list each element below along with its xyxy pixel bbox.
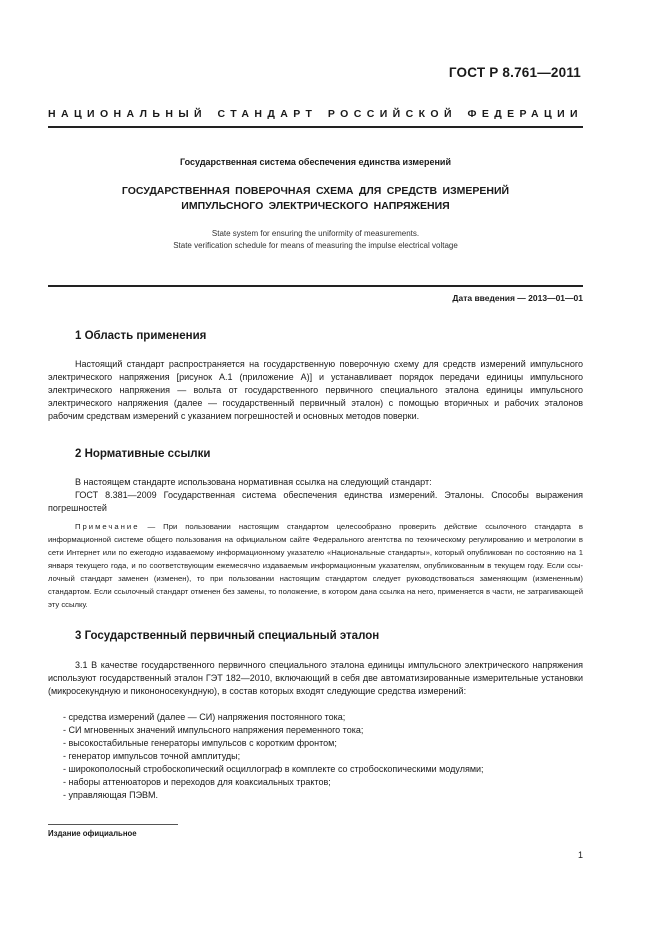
banner-word: НАЦИОНАЛЬНЫЙ: [48, 108, 207, 120]
document-code: ГОСТ Р 8.761—2011: [448, 65, 581, 80]
equipment-list: [48, 711, 583, 802]
list-item: - СИ мгновенных значений импульсного напряжения переменного тока;: [48, 724, 583, 737]
list-item: - генератор импульсов точной амплитуды;: [48, 750, 583, 763]
main-title-line: ИМПУЛЬСНОГО ЭЛЕКТРИЧЕСКОГО НАПРЯЖЕНИЯ: [181, 200, 450, 212]
references-note: [48, 520, 583, 611]
header-rule: [48, 126, 583, 128]
banner-word: СТАНДАРТ: [217, 108, 318, 120]
references-intro: В настоящем стандарте использована нормативная ссылка на следующий стандарт:: [75, 477, 432, 487]
section-heading-references: 2 Нормативные ссылки: [75, 448, 211, 460]
main-title-line: ГОСУДАРСТВЕННАЯ ПОВЕРОЧНАЯ СХЕМА ДЛЯ СРЕДСТВ ИЗМЕРЕНИЙ: [121, 185, 510, 197]
list-item: - широкополосный стробоскопический осциллограф в комплекте со стробоскопическими модулями;: [48, 763, 583, 776]
note-label: Примечание: [75, 522, 140, 531]
edition-label: Издание официальное: [48, 829, 137, 838]
scope-paragraph: Настоящий стандарт распространяется на государственную поверочную схему для средств измерений импульсного электрического напряжения [рисунок А.1 (приложение А)] и устанавливает порядок передачи единицы импульсного электрического напряжения — вольта от государственного первичного специального эталона единицы импульсного электрического напряжения (далее — государственный первичный эталон) с помощью вторичных и рабочих эталонов рабочим средствам измерений с указанием погрешностей и основных методов поверки.: [48, 359, 583, 421]
main-title: [48, 184, 583, 214]
list-item: - средства измерений (далее — СИ) напряжения постоянного тока;: [48, 711, 583, 724]
banner-word: ФЕДЕРАЦИИ: [467, 108, 583, 120]
banner-word: РОССИЙСКОЙ: [327, 108, 457, 120]
introduction-date: Дата введения — 2013—01—01: [452, 293, 583, 303]
list-item: - наборы аттенюаторов и переходов для коаксиальных трактов;: [48, 776, 583, 789]
english-title-line: State verification schedule for means of measuring the impulse electrical voltage: [173, 240, 458, 250]
section-heading-scope: 1 Область применения: [75, 330, 207, 342]
list-item: - высокостабильные генераторы импульсов с коротким фронтом;: [48, 737, 583, 750]
footer-rule: [48, 824, 178, 825]
title-rule: [48, 285, 583, 287]
page-number: 1: [577, 850, 583, 860]
note-text: — При пользовании настоящим стандартом целесообразно проверить действие ссылочного стандарта в информационной системе общего пользования на официальном сайте Федерального агентства по техническому регулированию и метрологии в сети Интернет или по ежегодно издаваемому информационному указателю «Национальные стандарты», который опубликован по состоянию на 1 января текущего года, и по соответствующим ежемесячно издаваемым информационным указателям, опубликованным в текущем году. Если ссылочный стандарт заменен (изменен), то при пользовании настоящим стандартом следует руководствоваться заменяющим (измененным) стандартом. Если ссылочный стандарт отменен без замены, то положение, в котором дана ссылка на него, применяется в части, не затрагивающей эту ссылку.: [48, 522, 583, 609]
system-title: Государственная система обеспечения единства измерений: [180, 157, 451, 167]
english-title: [48, 228, 583, 251]
english-title-line: State system for ensuring the uniformity of measurements.: [211, 229, 420, 238]
primary-standard-paragraph: 3.1 В качестве государственного первичного специального эталона единицы импульсного электрического напряжения используют государственный эталон ГЭТ 182—2010, включающий в себя две автоматизированные измерительные установки (микросекундную и пикононосекундную), в состав которых входят следующие средства измерений:: [48, 660, 583, 696]
references-item: ГОСТ 8.381—2009 Государственная система обеспечения единства измерений. Эталоны. Способы выражения погрешностей: [48, 490, 583, 513]
list-item: - управляющая ПЭВМ.: [48, 789, 583, 802]
section-heading-primary-standard: 3 Государственный первичный специальный эталон: [75, 630, 380, 642]
national-standard-banner: [48, 108, 583, 120]
